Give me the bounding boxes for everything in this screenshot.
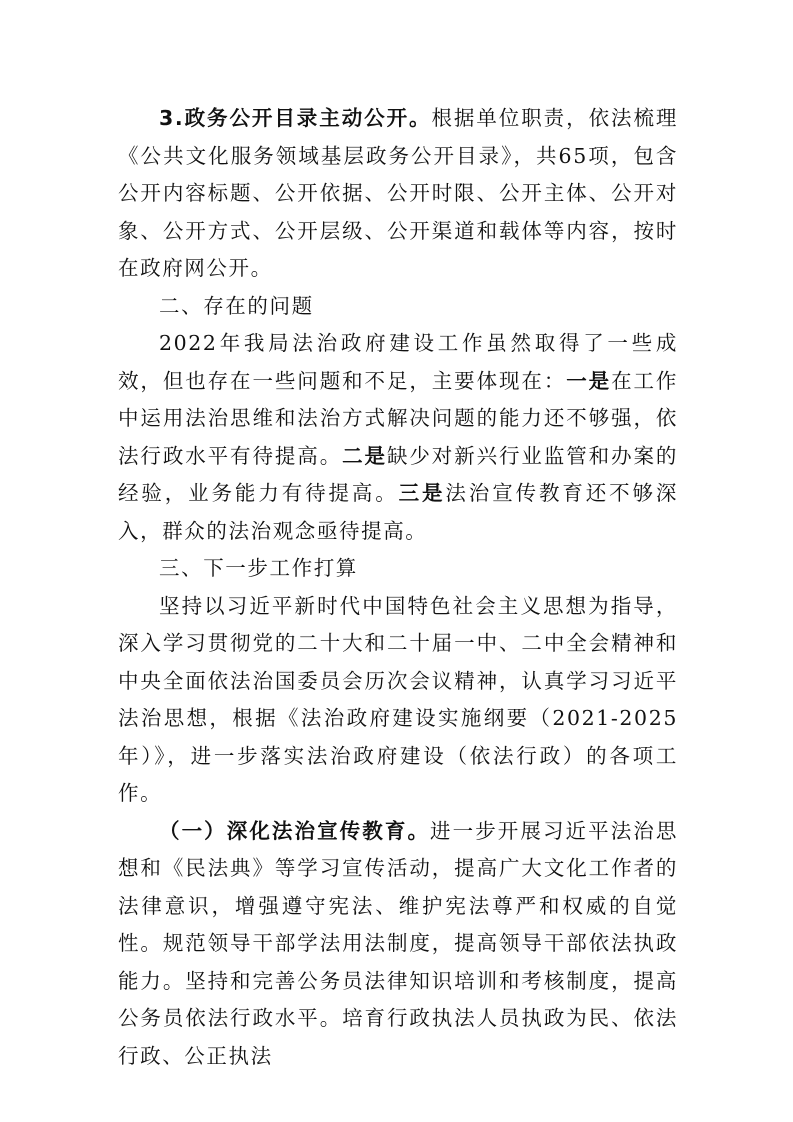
paragraph-directory-disclosure [118, 100, 678, 288]
paragraph-text: 2022年我局法治政府建设工作虽然取得了一些成效，但也存在一些问题和不足，主要体现在： [118, 331, 678, 393]
paragraph-next-steps: 坚持以习近平新时代中国特色社会主义思想为指导，深入学习贯彻党的二十大和二十届一中、二中全会精神和中央全面依法治国委员会历次会议精神，认真学习习近平法治思想，根据《法治政府建设实施纲要（2021-2025年）》，进一步落实法治政府建设（依法行政）的各项工作。 [118, 593, 678, 805]
paragraph-lead: 3.政务公开目录主动公开。 [159, 106, 432, 130]
paragraph-text: 在工作中运用法治思维和法治方式解决问题的能力还不够强，依法行政水平有待提高。 [118, 368, 679, 468]
section-heading-next-steps: 三、下一步工作打算 [159, 556, 358, 580]
emphasis-first: 一是 [566, 368, 612, 393]
paragraph-text: 法治宣传教育还不够深入，群众的法治观念亟待提高。 [118, 481, 679, 543]
paragraph-legal-education [118, 813, 678, 1076]
emphasis-second: 二是 [342, 443, 387, 468]
paragraph-problems [118, 325, 678, 550]
document-body [118, 100, 678, 1075]
paragraph-text: 根据单位职责，依法梳理《公共文化服务领域基层政务公开目录》，共65项，包含公开内容标题、公开依据、公开时限、公开主体、公开对象、公开方式、公开层级、公开渠道和载体等内容，按时在政府网公开。 [118, 106, 678, 280]
section-heading-problems: 二、存在的问题 [159, 293, 314, 318]
paragraph-text: 进一步开展习近平法治思想和《民法典》等学习宣传活动，提高广大文化工作者的法律意识，增强遵守宪法、维护宪法尊严和权威的自觉性。规范领导干部学法用法制度，提高领导干部依法执政能力。坚持和完善公务员法律知识培训和考核制度，提高公务员依法行政水平。培育行政执法人员执政为民、依法行政、公正执法 [118, 818, 678, 1068]
emphasis-third: 三是 [398, 481, 446, 505]
paragraph-lead: （一）深化法治宣传教育。 [159, 818, 431, 843]
paragraph-text: 缺少对新兴行业监管和办案的经验，业务能力有待提高。 [118, 443, 678, 505]
